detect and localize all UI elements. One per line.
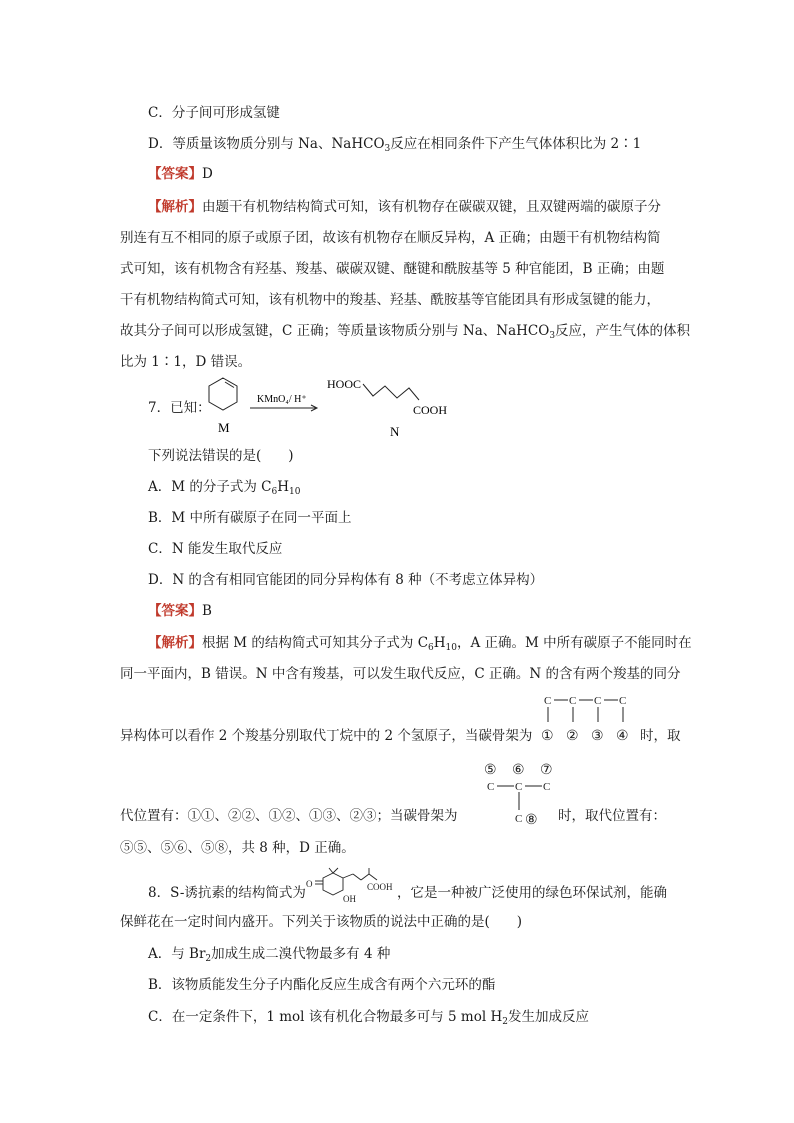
reagent-label: KMnO₄/ H⁺ <box>257 394 307 405</box>
skeleton2-atom: C <box>487 781 495 793</box>
q8-stem-suffix: ，它是一种被广泛使用的绿色环保试剂，能确 <box>397 885 667 901</box>
q7-analysis-line2: 同一平面内，B 错误。N 中含有羧基，可以发生取代反应，C 正确。N 的含有两个羧基的同分 <box>120 666 681 682</box>
q7-option-a: A．M 的分子式为 $C_6H_{10}$ <box>148 479 301 497</box>
skeleton2-atom: C <box>515 781 523 793</box>
skeleton1-atom: C <box>569 695 577 707</box>
q8-option-a: A．与 $Br_2$加成生成二溴代物最多有 4 种 <box>148 946 391 964</box>
skeleton2-atom: C <box>543 781 551 793</box>
q6-analysis-line1: 【解析】由题干有机物结构简式可知，该有机物存在碳碳双键，且双键两端的碳原子分 <box>148 199 661 215</box>
q6-option-c: C．分子间可形成氢键 <box>148 105 280 121</box>
q7-analysis-line3-tail: 时，取 <box>640 728 681 744</box>
skeleton2-num: ⑦ <box>540 763 553 778</box>
q6-analysis-line5: 故其分子间可以形成氢键，C 正确；等质量该物质分别与 Na、NaHCO$_3$反应，产生气体的体积 <box>120 323 691 341</box>
struct-cooh: COOH <box>367 882 393 892</box>
skeleton1-atom: C <box>619 695 627 707</box>
cyclohexene-structure <box>209 378 237 410</box>
skeleton1-atom: C <box>544 695 552 707</box>
q7-analysis-line3: 异构体可以看作 2 个羧基分别取代丁烷中的 2 个氢原子，当碳骨架为 <box>120 728 533 744</box>
n-hooc: HOOC <box>327 377 362 391</box>
struct-o: O <box>306 879 313 889</box>
q7-analysis-line1: 【解析】根据 M 的结构简式可知其分子式为 $C_6H_{10}$，A 正确。M 中所有碳原子不能同时在 <box>148 635 692 653</box>
q6-analysis-line4: 干有机物结构简式可知，该有机物中的羧基、羟基、酰胺基等官能团具有形成氢键的能力， <box>120 292 660 308</box>
q7-answer: 【答案】B <box>148 603 212 619</box>
q6-option-d: D．等质量该物质分别与 Na、NaHCO$_3$反应在相同条件下产生气体体积比为 2∶1 <box>148 136 642 154</box>
q8-stem-line2: 保鲜花在一定时间内盛开。下列关于该物质的说法中正确的是( ) <box>120 914 523 930</box>
q8-stem-prefix: 8．S-诱抗素的结构简式为 <box>148 885 306 901</box>
q6-analysis-line6: 比为 1∶1，D 错误。 <box>120 354 252 370</box>
q7-option-c: C．N 能发生取代反应 <box>148 541 283 557</box>
skeleton1-atom: C <box>594 695 602 707</box>
carbon-skeleton-1 <box>540 690 640 746</box>
skeleton2-num: ⑤ <box>484 763 497 778</box>
skeleton1-num: ① <box>541 729 554 744</box>
carbon-skeleton-2 <box>482 760 562 832</box>
q7-stem: 7．已知： <box>148 400 211 416</box>
q7-option-b: B．M 中所有碳原子在同一平面上 <box>148 510 352 526</box>
label-m: M <box>218 420 230 435</box>
skeleton1-num: ② <box>566 729 579 744</box>
skeleton1-num: ③ <box>591 729 604 744</box>
s-abscisic-acid-structure <box>305 866 397 906</box>
skeleton1-num: ④ <box>616 729 629 744</box>
struct-oh: OH <box>343 894 356 904</box>
q7-analysis-line4-tail: 时，取代位置有： <box>558 808 666 824</box>
label-n: N <box>390 424 400 438</box>
q6-answer: 【答案】D <box>148 166 213 182</box>
q6-analysis-line2: 别连有互不相同的原子或原子团，故该有机物存在顺反异构，A 正确；由题干有机物结构简 <box>120 230 661 246</box>
q7-question: 下列说法错误的是( ) <box>148 448 294 464</box>
n-chain <box>363 384 419 400</box>
n-cooh: COOH <box>413 403 448 417</box>
q7-analysis-line5: ⑤⑤、⑤⑥、⑤⑧，共 8 种，D 正确。 <box>120 840 355 856</box>
skeleton2-num: ⑥ <box>512 763 525 778</box>
skeleton2-num: ⑧ <box>525 813 538 828</box>
q7-reaction-scheme <box>205 372 465 438</box>
q6-analysis-line3: 式可知，该有机物含有羟基、羧基、碳碳双键、醚键和酰胺基等 5 种官能团，B 正确；由题 <box>120 261 665 277</box>
skeleton2-atom: C <box>515 813 523 825</box>
q7-option-d: D．N 的含有相同官能团的同分异构体有 8 种（不考虑立体异构） <box>148 572 544 588</box>
q8-option-b: B．该物质能发生分子内酯化反应生成含有两个六元环的酯 <box>148 977 496 993</box>
q7-analysis-line4: 代位置有：①①、②②、①②、①③、②③；当碳骨架为 <box>120 808 458 824</box>
q8-option-c: C．在一定条件下，1 mol 该有机化合物最多可与 5 mol $H_2$发生加成反应 <box>148 1009 589 1027</box>
